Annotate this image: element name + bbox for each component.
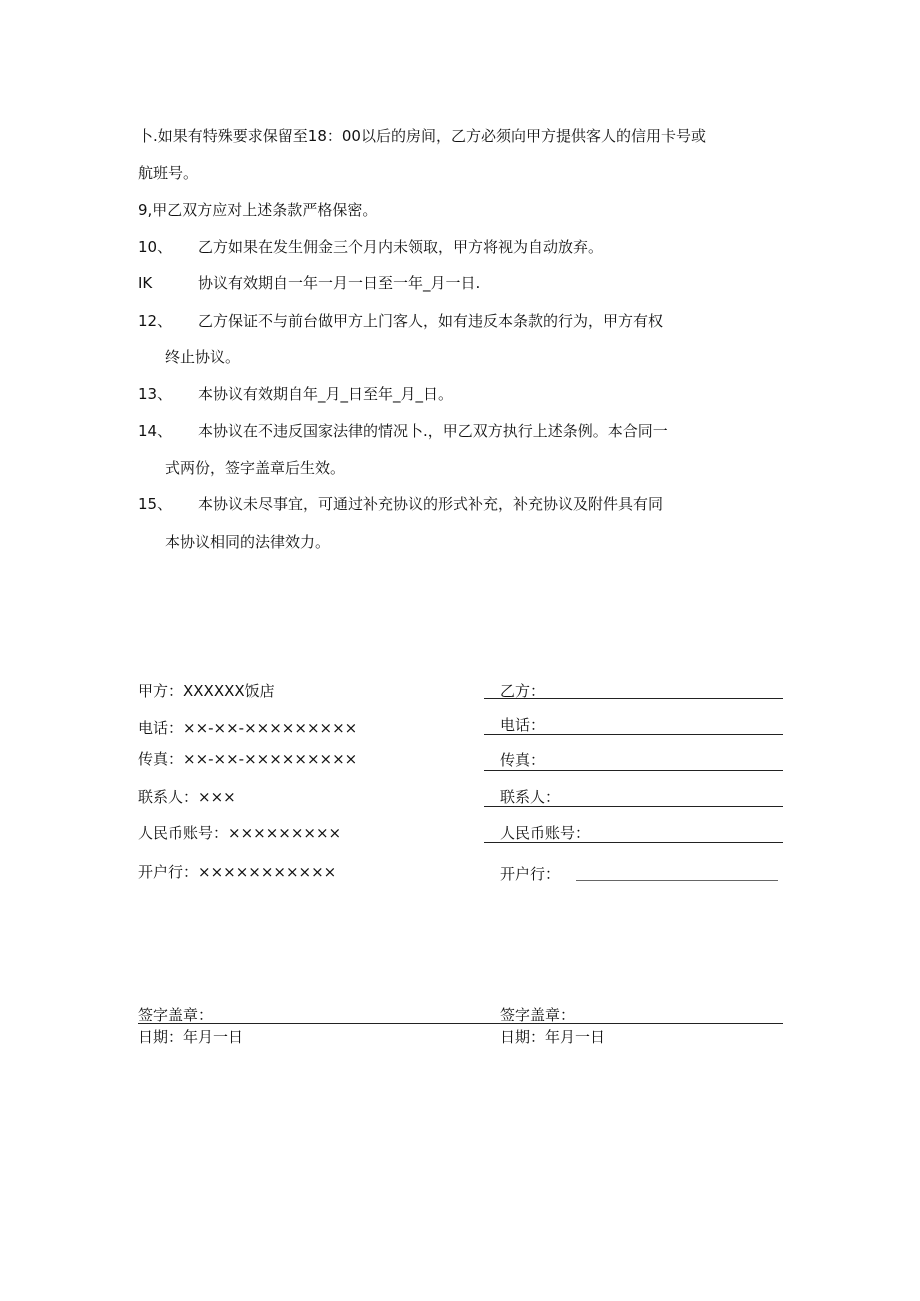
party-b-seal: 签字盖章： (500, 1006, 576, 1024)
party-b-name-underline (484, 698, 783, 699)
party-b-fax-underline (484, 770, 783, 771)
party-a-date: 日期：年月一日 (138, 1028, 244, 1046)
party-a-bank: 开户行：××××××××××× (138, 863, 337, 881)
party-a-fax: 传真：××-××-××××××××× (138, 750, 358, 768)
clause-13-text: 本协议有效期自年_月_日至年_月_日。 (198, 385, 454, 403)
party-b-fax: 传真： (500, 751, 546, 769)
clause-8-line-2: 航班号。 (138, 164, 199, 182)
clause-11-text: 协议有效期自一年一月一日至一年_月一日. (198, 274, 481, 292)
clause-15-number: 15、 (138, 495, 173, 513)
party-b-phone: 电话： (500, 716, 546, 734)
clause-14-number: 14、 (138, 422, 173, 440)
clause-9: 9,甲乙双方应对上述条款严格保密。 (138, 201, 378, 219)
party-b-bank: 开户行： (500, 865, 561, 883)
party-b-phone-underline (484, 734, 783, 735)
party-b-account-underline (484, 842, 783, 843)
clause-15-text: 本协议未尽事宜，可通过补充协议的形式补充，补充协议及附件具有同 (198, 495, 664, 513)
clause-12-text: 乙方保证不与前台做甲方上门客人，如有违反本条款的行为，甲方有权 (198, 312, 664, 330)
clause-14-text: 本协议在不违反国家法律的情况卜.，甲乙双方执行上述条例。本合同一 (198, 422, 668, 440)
party-b-date: 日期：年月一日 (500, 1028, 606, 1046)
clause-15-line-2: 本协议相同的法律效力。 (165, 533, 331, 551)
clause-11-number: IK (138, 274, 153, 292)
party-a-account: 人民币账号：××××××××× (138, 824, 342, 842)
clause-13-number: 13、 (138, 385, 173, 403)
party-a-name: 甲方：XXXXXX饭店 (138, 682, 275, 700)
clause-10-text: 乙方如果在发生佣金三个月内未领取，甲方将视为自动放弃。 (198, 238, 604, 256)
party-a-seal: 签字盖章： (138, 1006, 214, 1024)
party-b-bank-underline (576, 880, 778, 881)
party-b-contact-underline (484, 806, 783, 807)
clause-12-line-2: 终止协议。 (165, 348, 241, 366)
clause-14-line-2: 式两份，签字盖章后生效。 (165, 459, 346, 477)
clause-12-number: 12、 (138, 312, 173, 330)
party-a-phone: 电话：××-××-××××××××× (138, 719, 358, 737)
party-b-contact: 联系人： (500, 788, 561, 806)
party-b-account: 人民币账号： (500, 824, 591, 842)
clause-10-number: 10、 (138, 238, 173, 256)
seal-underline (138, 1023, 783, 1024)
party-a-contact: 联系人：××× (138, 788, 236, 806)
party-b-name: 乙方： (500, 682, 546, 700)
clause-8-line-1: 卜.如果有特殊要求保留至18：00以后的房间，乙方必须向甲方提供客人的信用卡号或 (138, 127, 706, 145)
